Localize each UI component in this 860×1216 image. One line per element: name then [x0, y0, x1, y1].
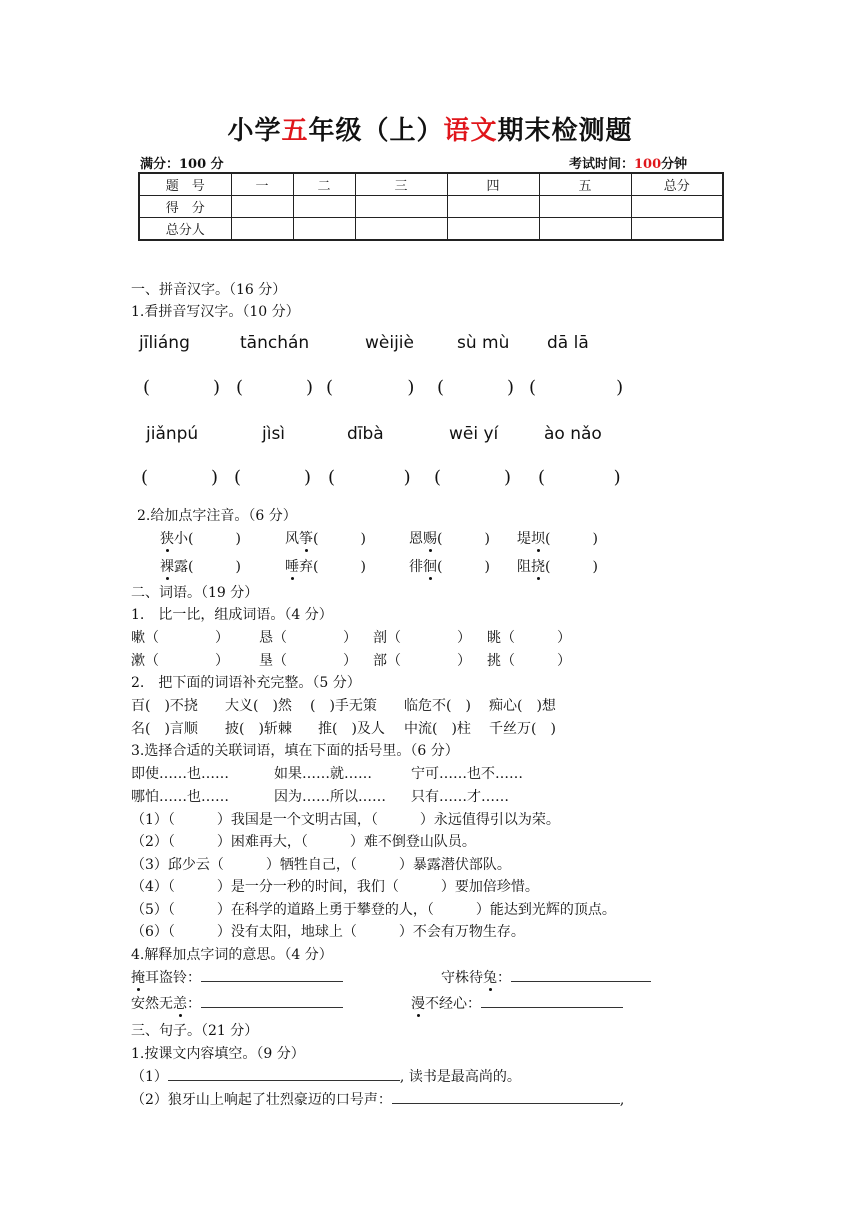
exam-time: 考试时间：100分钟 [569, 157, 688, 172]
answer-line[interactable] [511, 967, 651, 982]
compare-item: 漱（ ） [131, 653, 229, 669]
idiom-item: 推( )及人 [318, 721, 385, 737]
idiom-item: 名( )言顺 [131, 721, 198, 737]
score-input-cell[interactable] [355, 196, 447, 218]
idiom-item: 百( )不挠 [131, 698, 198, 714]
answer-blank[interactable]: ( ) [143, 377, 220, 398]
table-row [139, 218, 723, 241]
table-cell: 一 [231, 173, 293, 196]
annotate-item: 堤坝( ) [517, 531, 598, 547]
fill-sentence: （1）（ ）我国是一个文明古国，（ ）永远值得引以为荣。 [131, 812, 560, 828]
annotate-item: 唾弃( ) [285, 559, 366, 575]
compare-item: 眺（ ） [487, 630, 571, 646]
question-title: 1.看拼音写汉字。（10 分） [131, 304, 300, 320]
annotate-item: 裸露( ) [160, 559, 241, 575]
pinyin: tānchán [240, 333, 310, 353]
fill-line-item: （1） , 读书是最高尚的。 [131, 1066, 521, 1086]
explain-item: 掩耳盗铃： [131, 967, 343, 987]
idiom-item: 千丝万( ) [489, 721, 556, 737]
table-cell: 总分人 [139, 218, 231, 241]
answer-line[interactable] [201, 967, 343, 982]
answer-blank[interactable]: ( ) [437, 377, 514, 398]
score-input-cell[interactable] [447, 196, 539, 218]
option: 即使……也…… [131, 766, 229, 782]
fill-sentence: （3）邱少云（ ）牺牲自己，（ ）暴露潜伏部队。 [131, 857, 511, 873]
section-heading: 三、句子。（21 分） [131, 1023, 259, 1039]
compare-item: 恳（ ） [259, 630, 357, 646]
answer-line[interactable] [481, 993, 623, 1008]
answer-blank[interactable]: ( ) [326, 377, 415, 398]
annotate-item: 徘徊( ) [409, 559, 490, 575]
question-title: 4.解释加点字词的意思。（4 分） [131, 947, 333, 963]
answer-line[interactable] [168, 1066, 400, 1081]
compare-item: 挑（ ） [487, 653, 571, 669]
section-heading: 二、词语。（19 分） [131, 585, 259, 601]
idiom-item: 痴心( )想 [489, 698, 556, 714]
table-cell: 总分 [631, 173, 723, 196]
question-title: 3.选择合适的关联词语，填在下面的括号里。（6 分） [131, 743, 459, 759]
pinyin: jìsì [262, 424, 286, 444]
score-input-cell[interactable] [293, 218, 355, 241]
answer-blank[interactable]: ( ) [234, 467, 311, 488]
annotate-item: 狭小( ) [160, 531, 241, 547]
idiom-item: 中流( )柱 [404, 721, 471, 737]
option: 如果……就…… [274, 766, 372, 782]
fill-sentence: （6）（ ）没有太阳，地球上（ ）不会有万物生存。 [131, 924, 525, 940]
pinyin: wēi yí [449, 424, 499, 444]
score-input-cell[interactable] [355, 218, 447, 241]
pinyin: dībà [347, 424, 384, 444]
answer-blank[interactable]: ( ) [141, 467, 218, 488]
table-cell: 得 分 [139, 196, 231, 218]
idiom-item: 披( )斩棘 [225, 721, 292, 737]
table-cell: 二 [293, 173, 355, 196]
pinyin: dā lā [547, 333, 589, 353]
score-table [138, 172, 724, 241]
question-title: 1.按课文内容填空。（9 分） [131, 1046, 305, 1062]
fill-sentence: （5）（ ）在科学的道路上勇于攀登的人，（ ）能达到光辉的顶点。 [131, 902, 616, 918]
score-input-cell[interactable] [231, 218, 293, 241]
full-score-label: 满分：100 分 [140, 157, 224, 172]
page-title: 小学五年级（上）语文期末检测题 [227, 116, 633, 146]
idiom-item: ( )手无策 [310, 698, 377, 714]
score-input-cell[interactable] [447, 218, 539, 241]
idiom-item: 大义( )然 [225, 698, 292, 714]
question-title: 1. 比一比，组成词语。（4 分） [131, 607, 333, 623]
table-cell: 三 [355, 173, 447, 196]
annotate-item: 风筝( ) [285, 531, 366, 547]
answer-blank[interactable]: ( ) [328, 467, 411, 488]
score-input-cell[interactable] [631, 218, 723, 241]
explain-item: 漫不经心： [411, 993, 623, 1013]
compare-item: 垦（ ） [259, 653, 357, 669]
option: 只有……才…… [411, 789, 509, 805]
fill-sentence: （4）（ ）是一分一秒的时间，我们（ ）要加倍珍惜。 [131, 879, 539, 895]
option: 哪怕……也…… [131, 789, 229, 805]
explain-item: 安然无恙： [131, 993, 343, 1013]
annotate-item: 恩赐( ) [409, 531, 490, 547]
annotate-item: 阻挠( ) [517, 559, 598, 575]
question-title: 2.给加点字注音。（6 分） [137, 508, 297, 524]
score-input-cell[interactable] [293, 196, 355, 218]
section-heading: 一、拼音汉字。（16 分） [131, 282, 287, 298]
answer-blank[interactable]: ( ) [538, 467, 621, 488]
answer-blank[interactable]: ( ) [529, 377, 624, 398]
idiom-item: 临危不( ) [404, 698, 471, 714]
score-input-cell[interactable] [539, 218, 631, 241]
answer-blank[interactable]: ( ) [236, 377, 313, 398]
pinyin: sù mù [457, 333, 510, 353]
option: 因为……所以…… [274, 789, 386, 805]
answer-line[interactable] [392, 1089, 620, 1104]
pinyin: wèijiè [365, 333, 414, 353]
score-input-cell[interactable] [539, 196, 631, 218]
fill-sentence: （2）（ ）困难再大，（ ）难不倒登山队员。 [131, 834, 476, 850]
table-row [139, 196, 723, 218]
option: 宁可……也不…… [411, 766, 523, 782]
score-input-cell[interactable] [631, 196, 723, 218]
answer-line[interactable] [201, 993, 343, 1008]
pinyin: jīliáng [139, 333, 190, 353]
table-cell: 五 [539, 173, 631, 196]
score-input-cell[interactable] [231, 196, 293, 218]
table-cell: 四 [447, 173, 539, 196]
explain-item: 守株待兔： [441, 967, 651, 987]
answer-blank[interactable]: ( ) [434, 467, 511, 488]
compare-item: 嗽（ ） [131, 630, 229, 646]
fill-line-item: （2）狼牙山上响起了壮烈豪迈的口号声： , [131, 1089, 624, 1109]
pinyin: jiǎnpú [146, 424, 199, 444]
compare-item: 剖（ ） [373, 630, 471, 646]
compare-item: 部（ ） [373, 653, 471, 669]
table-row [139, 173, 723, 196]
question-title: 2. 把下面的词语补充完整。（5 分） [131, 675, 361, 691]
table-cell: 题 号 [139, 173, 231, 196]
pinyin: ào nǎo [544, 424, 602, 444]
